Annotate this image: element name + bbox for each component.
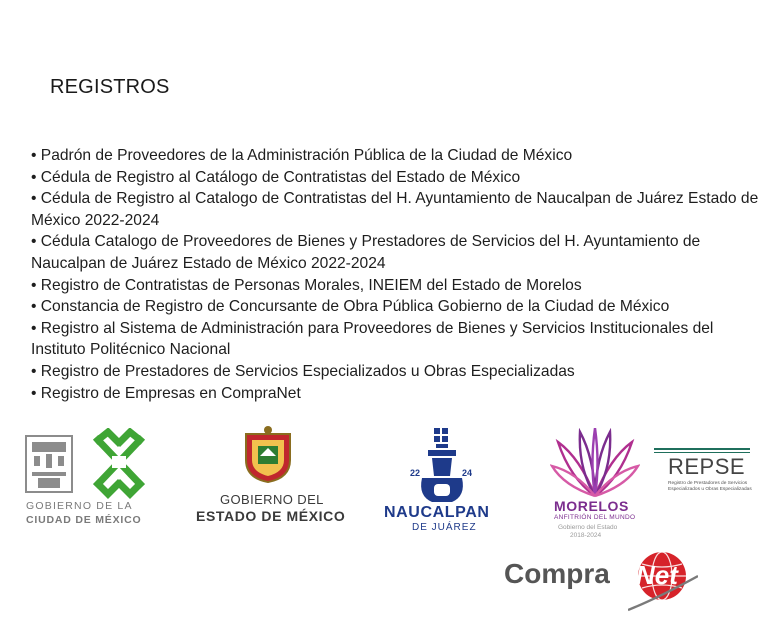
morelos-name: MORELOS [554,498,629,514]
registros-list [31,145,759,404]
list-item: • Registro de Empresas en CompraNet [31,383,759,405]
cdmx-line1: GOBIERNO DE LA [26,500,133,512]
page-title: REGISTROS [50,76,170,98]
naucalpan-num-left: 22 [410,468,421,478]
edomex-shield-icon [240,426,296,484]
repse-logo [652,448,750,500]
naucalpan-name: NAUCALPAN [384,504,490,521]
compranet-logo [504,546,708,616]
repse-desc2: Especializados u Obras Especializadas [668,487,752,492]
naucalpan-glyph-icon [412,426,472,508]
cdmx-line2: CIUDAD DE MÉXICO [26,514,142,526]
repse-desc1: Registro de Prestadores de Servicios [668,481,748,486]
list-item: • Constancia de Registro de Concursante de Obra Pública Gobierno de la Ciudad de México [31,296,759,318]
morelos-tagline: ANFITRIÓN DEL MUNDO [554,514,636,521]
compranet-part2: Net [636,560,678,590]
edomex-line1: GOBIERNO DEL [220,492,324,507]
cdmx-logo [24,428,154,528]
compranet-part1: Compra [504,558,610,589]
list-item: • Registro al Sistema de Administración para Proveedores de Bienes y Servicios Institucionales del Instituto Politécnico Nacional [31,318,759,361]
edomex-logo [194,426,346,526]
morelos-flower-icon [550,428,640,500]
morelos-logo [546,428,646,540]
list-item: • Padrón de Proveedores de la Administración Pública de la Ciudad de México [31,145,759,167]
morelos-gov: Gobierno del Estado [558,524,618,531]
list-item: • Cédula de Registro al Catalogo de Contratistas del H. Ayuntamiento de Naucalpan de Juárez Estado de México 2022-2024 [31,188,759,231]
list-item: • Registro de Contratistas de Personas Morales, INEIEM del Estado de Morelos [31,275,759,297]
edomex-line2: ESTADO DE MÉXICO [196,508,346,524]
list-item: • Cédula de Registro al Catálogo de Contratistas del Estado de México [31,167,759,189]
list-item: • Cédula Catalogo de Proveedores de Bienes y Prestadores de Servicios del H. Ayuntamiento de Naucalpan de Juárez Estado de México 2022-2024 [31,231,759,274]
cdmx-emblem-icon [24,428,154,500]
repse-name: REPSE [668,454,746,479]
list-item: • Registro de Prestadores de Servicios Especializados u Obras Especializadas [31,361,759,383]
naucalpan-num-right: 24 [462,468,473,478]
morelos-years: 2018-2024 [570,532,602,539]
naucalpan-sub: DE JUÁREZ [412,522,477,533]
naucalpan-logo [382,426,502,536]
